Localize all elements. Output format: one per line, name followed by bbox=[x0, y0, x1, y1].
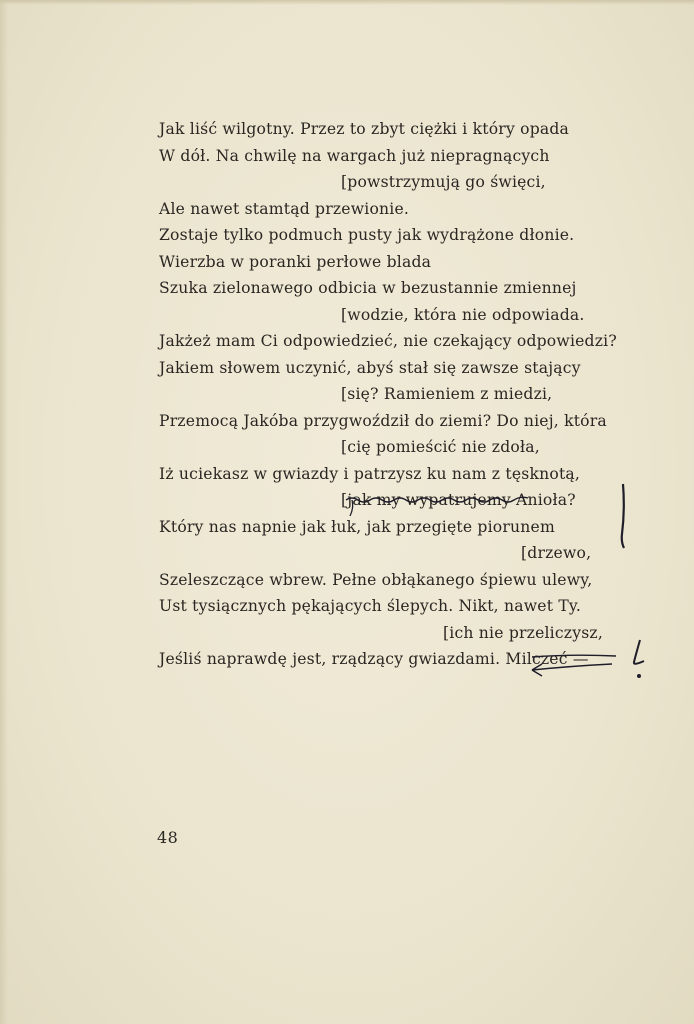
poem-line: Ust tysiącznych pękających ślepych. Nikt, nawet Ty. bbox=[159, 597, 582, 615]
poem-line: Zostaje tylko podmuch pusty jak wydrążone dłonie. bbox=[159, 226, 575, 244]
poem-line: Jak liść wilgotny. Przez to zbyt ciężki i który opada bbox=[159, 120, 570, 138]
poem-line: Jakiem słowem uczynić, abyś stał się zawsze stający bbox=[159, 358, 581, 377]
poem-line-continuation: [ich nie przeliczysz, bbox=[443, 623, 604, 642]
poem-line: Który nas napnie jak łuk, jak przegięte piorunem bbox=[159, 517, 555, 536]
poem-line: Szuka zielonawego odbicia w bezustannie zmiennej bbox=[159, 279, 577, 297]
poem-text bbox=[159, 116, 639, 673]
page-number: 48 bbox=[157, 828, 179, 847]
poem-line-continuation: [drzewo, bbox=[521, 544, 592, 562]
poem-line-continuation: [cię pomieścić nie zdoła, bbox=[341, 438, 540, 456]
poem-line-continuation: [powstrzymują go święci, bbox=[341, 173, 546, 191]
poem-line: Szeleszczące wbrew. Pełne obłąkanego śpiewu ulewy, bbox=[159, 570, 593, 589]
poem-line: Iż uciekasz w gwiazdy i patrzysz ku nam z tęsknotą, bbox=[159, 464, 581, 483]
poem-line: Ale nawet stamtąd przewionie. bbox=[159, 199, 410, 218]
poem-line-continuation: [wodzie, która nie odpowiada. bbox=[341, 305, 585, 324]
poem-line: Jakżeż mam Ci odpowiedzieć, nie czekający odpowiedzi? bbox=[159, 332, 617, 350]
poem-line: Wierzba w poranki perłowe blada bbox=[159, 252, 432, 271]
poem-line-continuation: [jak my wypatrujemy Anioła? bbox=[341, 491, 576, 509]
poem-line: Przemocą Jakóba przygwoździł do ziemi? Do niej, która bbox=[159, 411, 607, 430]
margin-dot-mark bbox=[637, 674, 641, 678]
poem-line: W dół. Na chwilę na wargach już niepragnących bbox=[159, 146, 550, 165]
poem-line-continuation: [się? Ramieniem z miedzi, bbox=[341, 385, 553, 403]
poem-line: Jeśliś naprawdę jest, rządzący gwiazdami. Milczeć — bbox=[159, 650, 589, 668]
